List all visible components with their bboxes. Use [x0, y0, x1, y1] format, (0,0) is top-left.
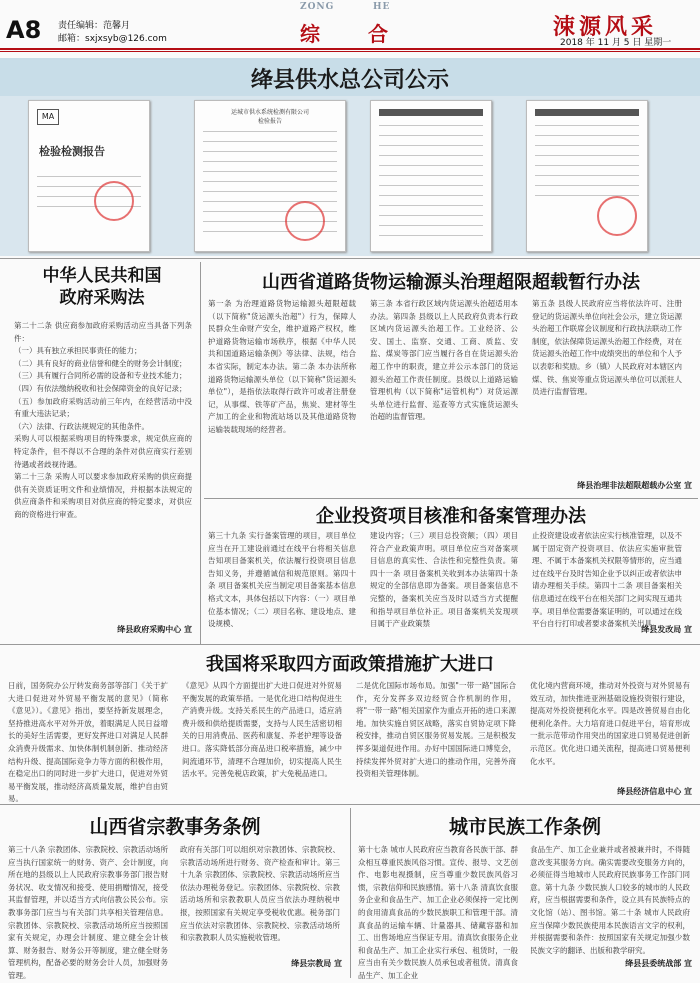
investment-filing-title: 企业投资项目核准和备案管理办法 — [316, 506, 586, 527]
column-divider — [200, 262, 201, 644]
procurement-law-paragraph: （一）具有独立承担民事责任的能力； — [14, 346, 142, 356]
lab-name: 运城市供水系统检测有限公司 — [230, 109, 309, 116]
page-header — [0, 0, 700, 50]
procurement-law-body — [14, 320, 192, 612]
procurement-law-paragraph: （二）具有良好的商业信誉和健全的财务会计制度； — [14, 358, 187, 368]
urban-ethnic-work-col2: 食品生产、加工企业兼并或者被兼并时，不得随意改变其服务方向。确实需要改变服务方向的，必须征得当地城市人民政府民族事务工作部门同意。第十九条 少数民族人口较多的城市的人民政府，应当根据需要和条件，设立具有民族特点的文化馆（站）、图书馆。第二十条 城市人民政府应当保障少数民族使用本民族语言文字的权利，并根据需要和条件：按照国家有关规定加强少数民族文字的翻译、出版和教学研究。 — [530, 845, 690, 955]
section-divider — [0, 644, 700, 645]
road-freight-rules-col2: 第三条 本省行政区域内货运源头治超适用本办法。第四条 县级以上人民政府负责本行政区域内货运源头治超工作。工业经济、公安、国土、监察、交通、工商、质监、安监、煤炭等部门应当履行各自在货运源头治超工作中的职责，建立并公示本部门的货运源头治超工作责任制度。县级以上道路运输管理机构（以下简称"运管机构"）对货运源头单位进行监督、巡查等方式实施货运源头治超的监督管理。 — [370, 299, 518, 422]
procurement-law-paragraph: （三）具有履行合同所必需的设备和专业技术能力； — [14, 371, 187, 381]
section-pinyin-1: ZONG — [300, 2, 335, 12]
page-number: A8 — [6, 16, 42, 44]
notice-banner-title: 绛县供水总公司公示 — [250, 68, 449, 93]
urban-ethnic-work-signature: 绛县县委统战部 宣 — [625, 959, 692, 968]
section-title-2: 合 — [368, 22, 388, 46]
procurement-law-paragraph: 第二十二条 供应商参加政府采购活动应当具备下列条件： — [14, 321, 192, 343]
issue-date: 2018 年 11 月 5 日 星期一 — [560, 38, 672, 48]
investment-filing-signature: 绛县发改局 宣 — [641, 625, 692, 634]
road-freight-rules-col1: 第一条 为治理道路货物运输源头超限超载（以下简称"货运源头治超"）行为，保障人民群众生命财产安全，维护道路产权权，维护道路货物运输市场秩序，根据《中华人民共和国道路运输条例》等法律、法规，结合本省实际，制定本办法。第二条 本办法所称道路货物运输源头单位（以下简称"货运源头单位"），是指依法取得行政许可或者注册登记，从事煤、铁等矿产品，焦炭、建材等生产加工的企业和物流站场以及其他道路货物运输装载现场的经营者。 — [208, 299, 356, 434]
section-divider — [0, 258, 700, 259]
procurement-law-paragraph: （五）参加政府采购活动前三年内，在经营活动中没有重大违法记录； — [14, 396, 192, 419]
road-freight-rules-title: 山西省道路货物运输源头治理超限超载暂行办法 — [262, 272, 640, 293]
section-pinyin-2: HE — [373, 2, 391, 12]
report-page-photo-3 — [526, 100, 648, 252]
investment-filing-col2: 建设内容；（三）项目总投资额；（四）项目符合产业政策声明。项目单位应当对备案项目信息的真实性、合法性和完整性负责。第四十一条 项目备案机关收到本办法第四十条规定的全部信息即为备案。项目备案信息不完整的，备案机关应当及时以适当方式提醒和指导项目单位补正。项目备案机关发现项目属于产业政策禁 — [370, 531, 518, 629]
report-page-photo-1 — [194, 100, 346, 252]
procurement-law-title-line1: 中华人民共和国 — [42, 266, 162, 286]
procurement-law-paragraph: 第二十三条 采购人可以要求参加政府采购的供应商提供有关资质证明文件和业绩情况，并根据本法规定的供应商条件和采购项目对供应商的特定要求，对供应商的资格进行审查。 — [14, 472, 192, 519]
procurement-law-title-line2: 政府采购法 — [59, 288, 145, 308]
procurement-law-title — [8, 265, 196, 309]
road-freight-rules-col3: 第五条 县级人民政府应当将依法许可、注册登记的货运源头单位向社会公示，建立货运源头治超工作联席会议制度和行政执法联动工作制度，依法保障货运源头治超工作经费，对在货运源头治超工作中成绩突出的单位和个人予以表彰和奖励。乡（镇）人民政府对本辖区内煤、铁、焦炭等重点货运源头单位可以派驻人员进行监督管理。 — [532, 299, 682, 397]
import-policy-col4: 优化境内营商环境，推动对外投资与对外贸易有效互动，加快推进亚洲基础设施投资银行建设，提高对外投资便利化水平。四是改善贸易自由化便利化条件。大力培育进口促进平台，培育形成一批示范带动作用突出的国家进口贸易促进创新示范区。优化进口通关流程，提高进口贸易便利化水平。 — [530, 681, 690, 766]
religious-affairs-title: 山西省宗教事务条例 — [89, 816, 261, 838]
import-policy-signature: 绛县经济信息中心 宣 — [617, 787, 692, 796]
import-policy-col2: 《意见》从四个方面提出扩大进口促进对外贸易平衡发展的政策举措。一是优化进口结构促进生产消费升级。支持关系民生的产品进口，适应消费升级和供给提质需要，支持与人民生活密切相关的日用消费品、医药和康复、养老护理等设备进口。落实降低部分商品进口税率措施，减少中间流通环节，清理不合理加价，切实提高人民生活水平。完善免税店政策，扩大免税品进口。 — [182, 681, 342, 779]
editor-info — [58, 20, 167, 46]
report-cover-photo — [28, 100, 150, 252]
religious-affairs-col1: 第三十八条 宗教团体、宗教院校、宗教活动场所应当执行国家统一的财务、资产、会计制度，向所在地的县级以上人民政府宗教事务部门报告财务状况、收支情况和接受、使用捐赠情况，接受其监督管理，并以适当方式向信教公民公布。宗教事务部门应当与有关部门共享相关管理信息。宗教团体、宗教院校、宗教活动场所应当按照国家有关规定，办理会计制度、建立健全会计核算、财务报告、财务公开等制度，建立健全财务管理机构，配备必要的财务会计人员，加强财务管理。 — [8, 845, 168, 980]
procurement-law-paragraph: （六）法律、行政法规规定的其他条件。 — [14, 421, 149, 431]
procurement-law-paragraph: （四）有依法缴纳税收和社会保障资金的良好记录； — [14, 383, 187, 393]
seal-stamp — [285, 201, 325, 241]
report-subtitle: 检验报告 — [257, 118, 282, 125]
procurement-law-paragraph: 采购人可以根据采购项目的特殊要求，规定供应商的特定条件，但不得以不合理的条件对供应商实行差别待遇或者歧视待遇。 — [14, 434, 192, 469]
road-freight-rules-signature: 绛县治理非法超限超载办公室 宣 — [577, 481, 692, 490]
section-title-1: 综 — [300, 22, 320, 46]
urban-ethnic-work-col1: 第十七条 城市人民政府应当教育各民族干部、群众相互尊重民族风俗习惯。宣传、报导、文艺创作、电影电视摄制，应当尊重少数民族风俗习惯，宗教信仰和民族感情。第十八条 清真饮食服务企业和食品生产、加工企业必须保持一定比例的食用清真食品的少数民族职工和管理干部。清真食品的运输车辆、计量器具、储藏容器和加工、出售场地应当保证专用。清真饮食服务企业和食品生产、加工企业实行承包、租赁时，一般应当由有关少数民族人员承包或者租赁。清真食品生产、加工企业 — [358, 845, 518, 980]
religious-affairs-col2: 政府有关部门可以组织对宗教团体、宗教院校、宗教活动场所进行财务、资产检查和审计。第三十九条 宗教团体、宗教院校、宗教活动场所应当依法办理税务登记。宗教团体、宗教院校、宗教活动场所和宗教教职人员应当依法办理纳税申报，按照国家有关规定享受税收优惠。税务部门应当依法对宗教团体、宗教院校、宗教活动场所和宗教教职人员实施税收管理。 — [180, 845, 340, 943]
editor-name: 责任编辑：范馨月 — [58, 21, 131, 31]
seal-stamp — [94, 181, 134, 221]
ma-logo-icon: MA — [37, 109, 59, 125]
import-policy-col1: 日前，国务院办公厅转发商务部等部门《关于扩大进口促进对外贸易平衡发展的意见》（简称《意见》）。《意见》指出，要坚持新发展理念，坚持推进高水平对外开放，着眼满足人民日益增长的美好生活需要，更好发挥进口对满足人民群众消费升级需求、加快体制机制创新、推动经济结构升级、提高国际竞争力等方面的积极作用，在稳定出口的同时进一步扩大进口，促进对外贸易平衡发展，推动经济高质量发展，维护自由贸易。 — [8, 681, 168, 804]
religious-affairs-signature: 绛县宗教局 宣 — [291, 959, 342, 968]
procurement-law-signature: 绛县政府采购中心 宣 — [117, 625, 192, 634]
investment-filing-col3: 止投资建设或者依法应实行核准管理，以及不属于固定资产投资项目、依法应实施审批管理、不属于本备案机关权限等情形的，应当通过在线平台及时告知企业予以纠正或者依法申请办理相关手续。第四十二条 项目备案相关信息通过在线平台在相关部门之间实现互通共享。项目单位需要备案证明的，可以通过在线平台自行打印或者要求备案机关出具。 — [532, 531, 682, 629]
import-policy-title: 我国将采取四方面政策措施扩大进口 — [206, 654, 494, 675]
newspaper-brand: 涑源风采 — [553, 14, 658, 40]
urban-ethnic-work-title: 城市民族工作条例 — [448, 816, 601, 838]
seal-stamp — [597, 196, 637, 236]
section-divider — [204, 498, 698, 499]
import-policy-col3: 二是优化国际市场布局。加强"一带一路"国际合作，充分发挥多双边经贸合作机制的作用，将"一带一路"相关国家作为重点开拓的进口来源地。加快实施自贸区战略，落实自贸协定项下降税安排，推动自贸区服务贸易发展。三是积极发挥多渠道促进作用。办好中国国际进口博览会，持续发挥外贸对扩大进口的推动作用，完善外商投资相关管理体制。 — [356, 681, 516, 779]
report-cover-title: 检验检测报告 — [39, 145, 105, 158]
investment-filing-col1: 第三十九条 实行备案管理的项目，项目单位应当在开工建设前通过在线平台将相关信息告知项目备案机关，依法履行投资项目信息告知义务，并遵循诚信和规范原则。第四十条 项目备案机关应当制定项目备案基本信息格式文本，具体包括以下内容：（一）项目单位基本情况；（二）项目名称、建设地点、建设规模、 — [208, 531, 356, 629]
editor-email: 邮箱：sxjxsyb@126.com — [58, 34, 167, 44]
report-page-photo-2 — [370, 100, 492, 252]
header-rule-thin — [0, 51, 700, 52]
section-divider — [0, 804, 700, 805]
header-rule — [0, 48, 700, 50]
